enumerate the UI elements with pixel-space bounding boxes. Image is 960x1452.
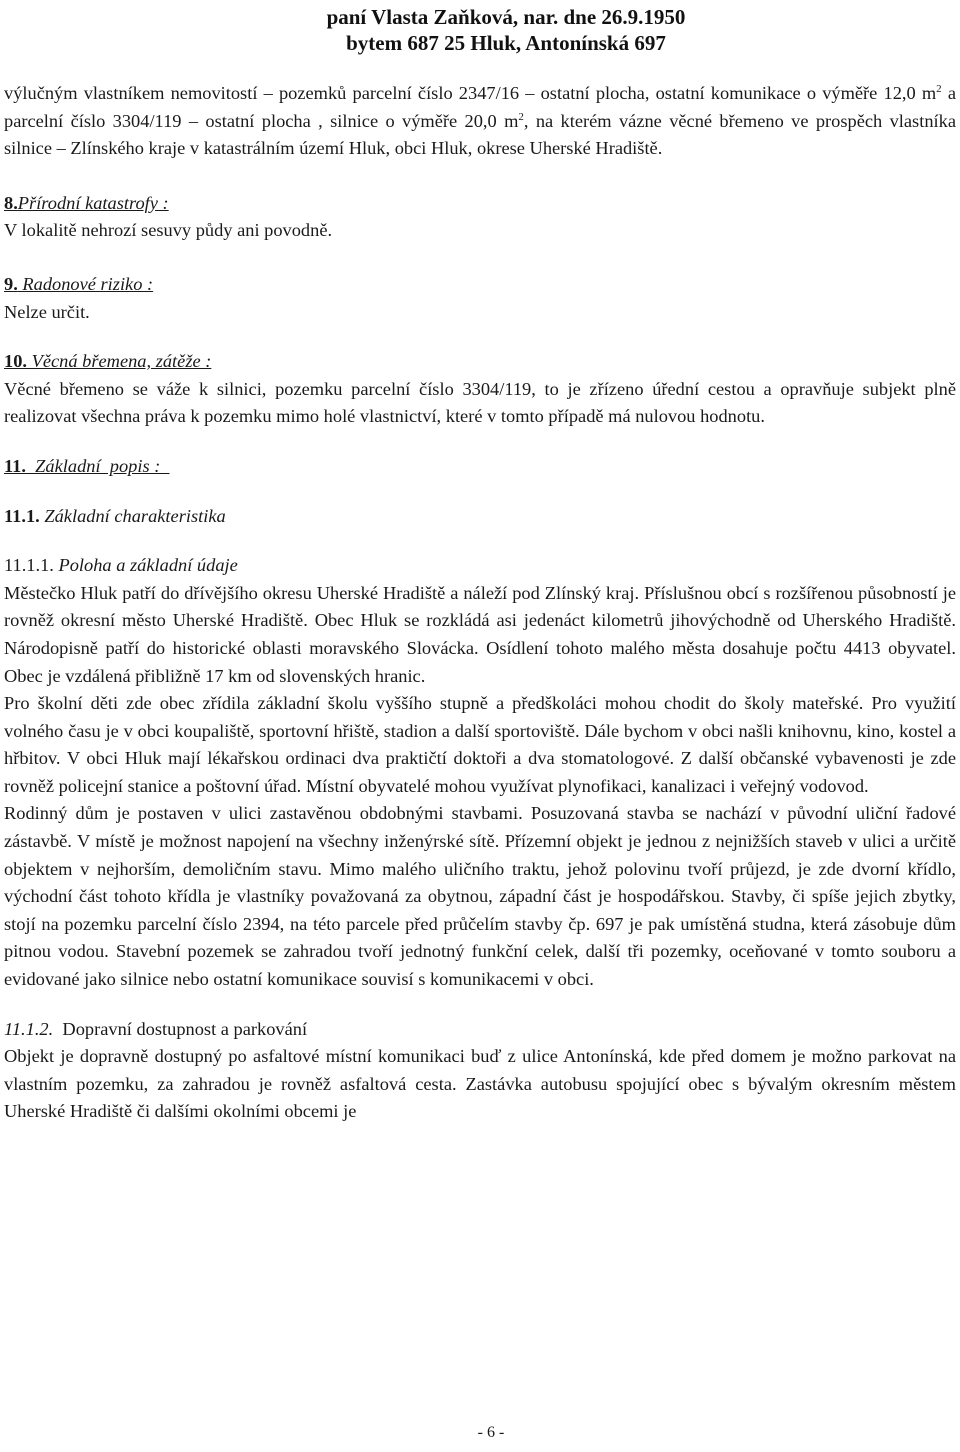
- document-body: [4, 80, 956, 1126]
- section-9-number: 9.: [4, 273, 18, 294]
- intro-text-1: výlučným vlastníkem nemovitostí – pozemků parcelní číslo 2347/16 – ostatní plocha, ostatní komunikace o výměře 12,0 m: [4, 83, 937, 103]
- intro-text-3: , na kterém vázne věcné břemeno ve prospěch vlastníka silnice – Zlínského kraje v katastrálním území Hluk, obci Hluk, okrese Uherské Hradiště.: [4, 110, 956, 159]
- transport-paragraph: Objekt je dopravně dostupný po asfaltové místní komunikaci buď z ulice Antonínská, kde před domem je možno parkovat na vlastním pozemku, za zahradou je rovněž asfaltová cesta. Zastávka autobusu spojující obec s bývalým okresním městem Uherské Hradiště či dalšími okolními obcemi je: [4, 1046, 956, 1122]
- owner-name-line: paní Vlasta Zaňková, nar. dne 26.9.1950: [326, 5, 686, 29]
- intro-text-2: a parcelní číslo 3304/119 – ostatní plocha , silnice o výměře 20,0 m: [4, 83, 956, 131]
- section-9-title: Radonové riziko :: [17, 273, 154, 294]
- superscript-2: 2: [518, 110, 524, 123]
- subsection-11-1-1-title: Poloha a základní údaje: [53, 555, 238, 576]
- section-11-title: Základní popis :: [25, 455, 170, 476]
- section-10-title: Věcná břemena, zátěže :: [27, 351, 212, 372]
- section-11-number: 11.: [4, 455, 26, 476]
- subsection-11-1-2-title: Dopravní dostupnost a parkování: [53, 1018, 308, 1039]
- subsection-11-1-1-heading: [4, 552, 956, 580]
- section-10-text: Věcné břemeno se váže k silnici, pozemku parcelní číslo 3304/119, to je zřízeno úřední cestou a opravňuje subjekt plně realizovat všechna práva k pozemku mimo holé vlastnictví, které v tomto případě má nulovou hodnotu.: [4, 378, 956, 427]
- subsection-11-1-2-heading: [4, 1016, 956, 1044]
- subsection-11-1-title: Základní charakteristika: [39, 505, 226, 526]
- section-9-text: Nelze určit.: [4, 301, 90, 322]
- section-8-number: 8.: [4, 192, 18, 213]
- page-number: - 6 -: [477, 1424, 505, 1441]
- subsection-11-1-number: 11.1.: [4, 505, 40, 526]
- subsection-11-1-1-number: 11.1.1.: [4, 555, 54, 576]
- building-paragraph: Rodinný dům je postaven v ulici zastavěnou obdobnými stavbami. Posuzovaná stavba se nachází v původní uliční řadové zástavbě. V místě je možnost napojení na všechny inženýrské sítě. Přízemní objekt je jednou z nejnižších staveb v ulici a určitě objektem v nejhorším, demoličním stavu. Mimo malého uličního traktu, jehož polovinu tvoří průjezd, je zde dvorní křídlo, východní část tohoto křídla je vlastníky považovaná za obytnou, západní část je hospodářskou. Stavby, či spíše jejich zbytky, stojí na pozemku parcelní číslo 2394, na této parcele před průčelím stavby čp. 697 je pak umístěná studna, která zásobuje dům pitnou vodou. Stavební pozemek se zahradou tvoří jednotný funkční celek, další tři pozemky, oceňované v tomto souboru a evidované jako silnice nebo ostatní komunikace souvisí s komunikacemi v obci.: [4, 803, 956, 990]
- section-11-heading: [4, 453, 956, 481]
- section-8-title: Přírodní katastrofy :: [17, 192, 169, 213]
- owner-address-line: bytem 687 25 Hluk, Antonínská 697: [346, 31, 666, 55]
- intro-paragraph: [4, 80, 956, 163]
- amenities-paragraph: Pro školní děti zde obec zřídila základní školu vyššího stupně a předškoláci mohou chodit do školy mateřské. Pro využití volného času je v obci koupaliště, sportovní hřiště, stadion a další sportoviště. Dále bychom v obci našli knihovnu, kino, kostel a hřbitov. V obci Hluk mají lékařskou ordinaci dva praktičtí doktoři a dva stomatologové. Z další občanské vybavenosti je zde rovněž policejní stanice a poštovní úřad. Místní obyvatelé mohou využívat plynofikaci, kanalizaci i veřejný vodovod.: [4, 693, 956, 796]
- subsection-11-1-2-number: 11.1.2.: [4, 1018, 54, 1039]
- section-8-heading: [4, 190, 956, 218]
- document-header: [0, 4, 960, 56]
- subsection-11-1-heading: [4, 503, 956, 531]
- section-9-heading: [4, 271, 956, 299]
- section-10-heading: [4, 348, 956, 376]
- superscript-1: 2: [936, 82, 942, 95]
- location-paragraph: Městečko Hluk patří do dřívějšího okresu Uherské Hradiště a náleží pod Zlínský kraj. Příslušnou obcí s rozšířenou působností je rovněž okresní město Uherské Hradiště. Obec Hluk se rozkládá asi jedenáct kilometrů jihovýchodně od Uherského Hradiště. Národopisně patří do historické oblasti moravského Slovácka. Osídlení tohoto malého města dosahuje počtu 4413 obyvatel. Obec je vzdálená přibližně 17 km od slovenských hranic.: [4, 582, 956, 686]
- section-8-text: V lokalitě nehrozí sesuvy půdy ani povodně.: [4, 220, 333, 241]
- section-10-number: 10.: [4, 351, 27, 372]
